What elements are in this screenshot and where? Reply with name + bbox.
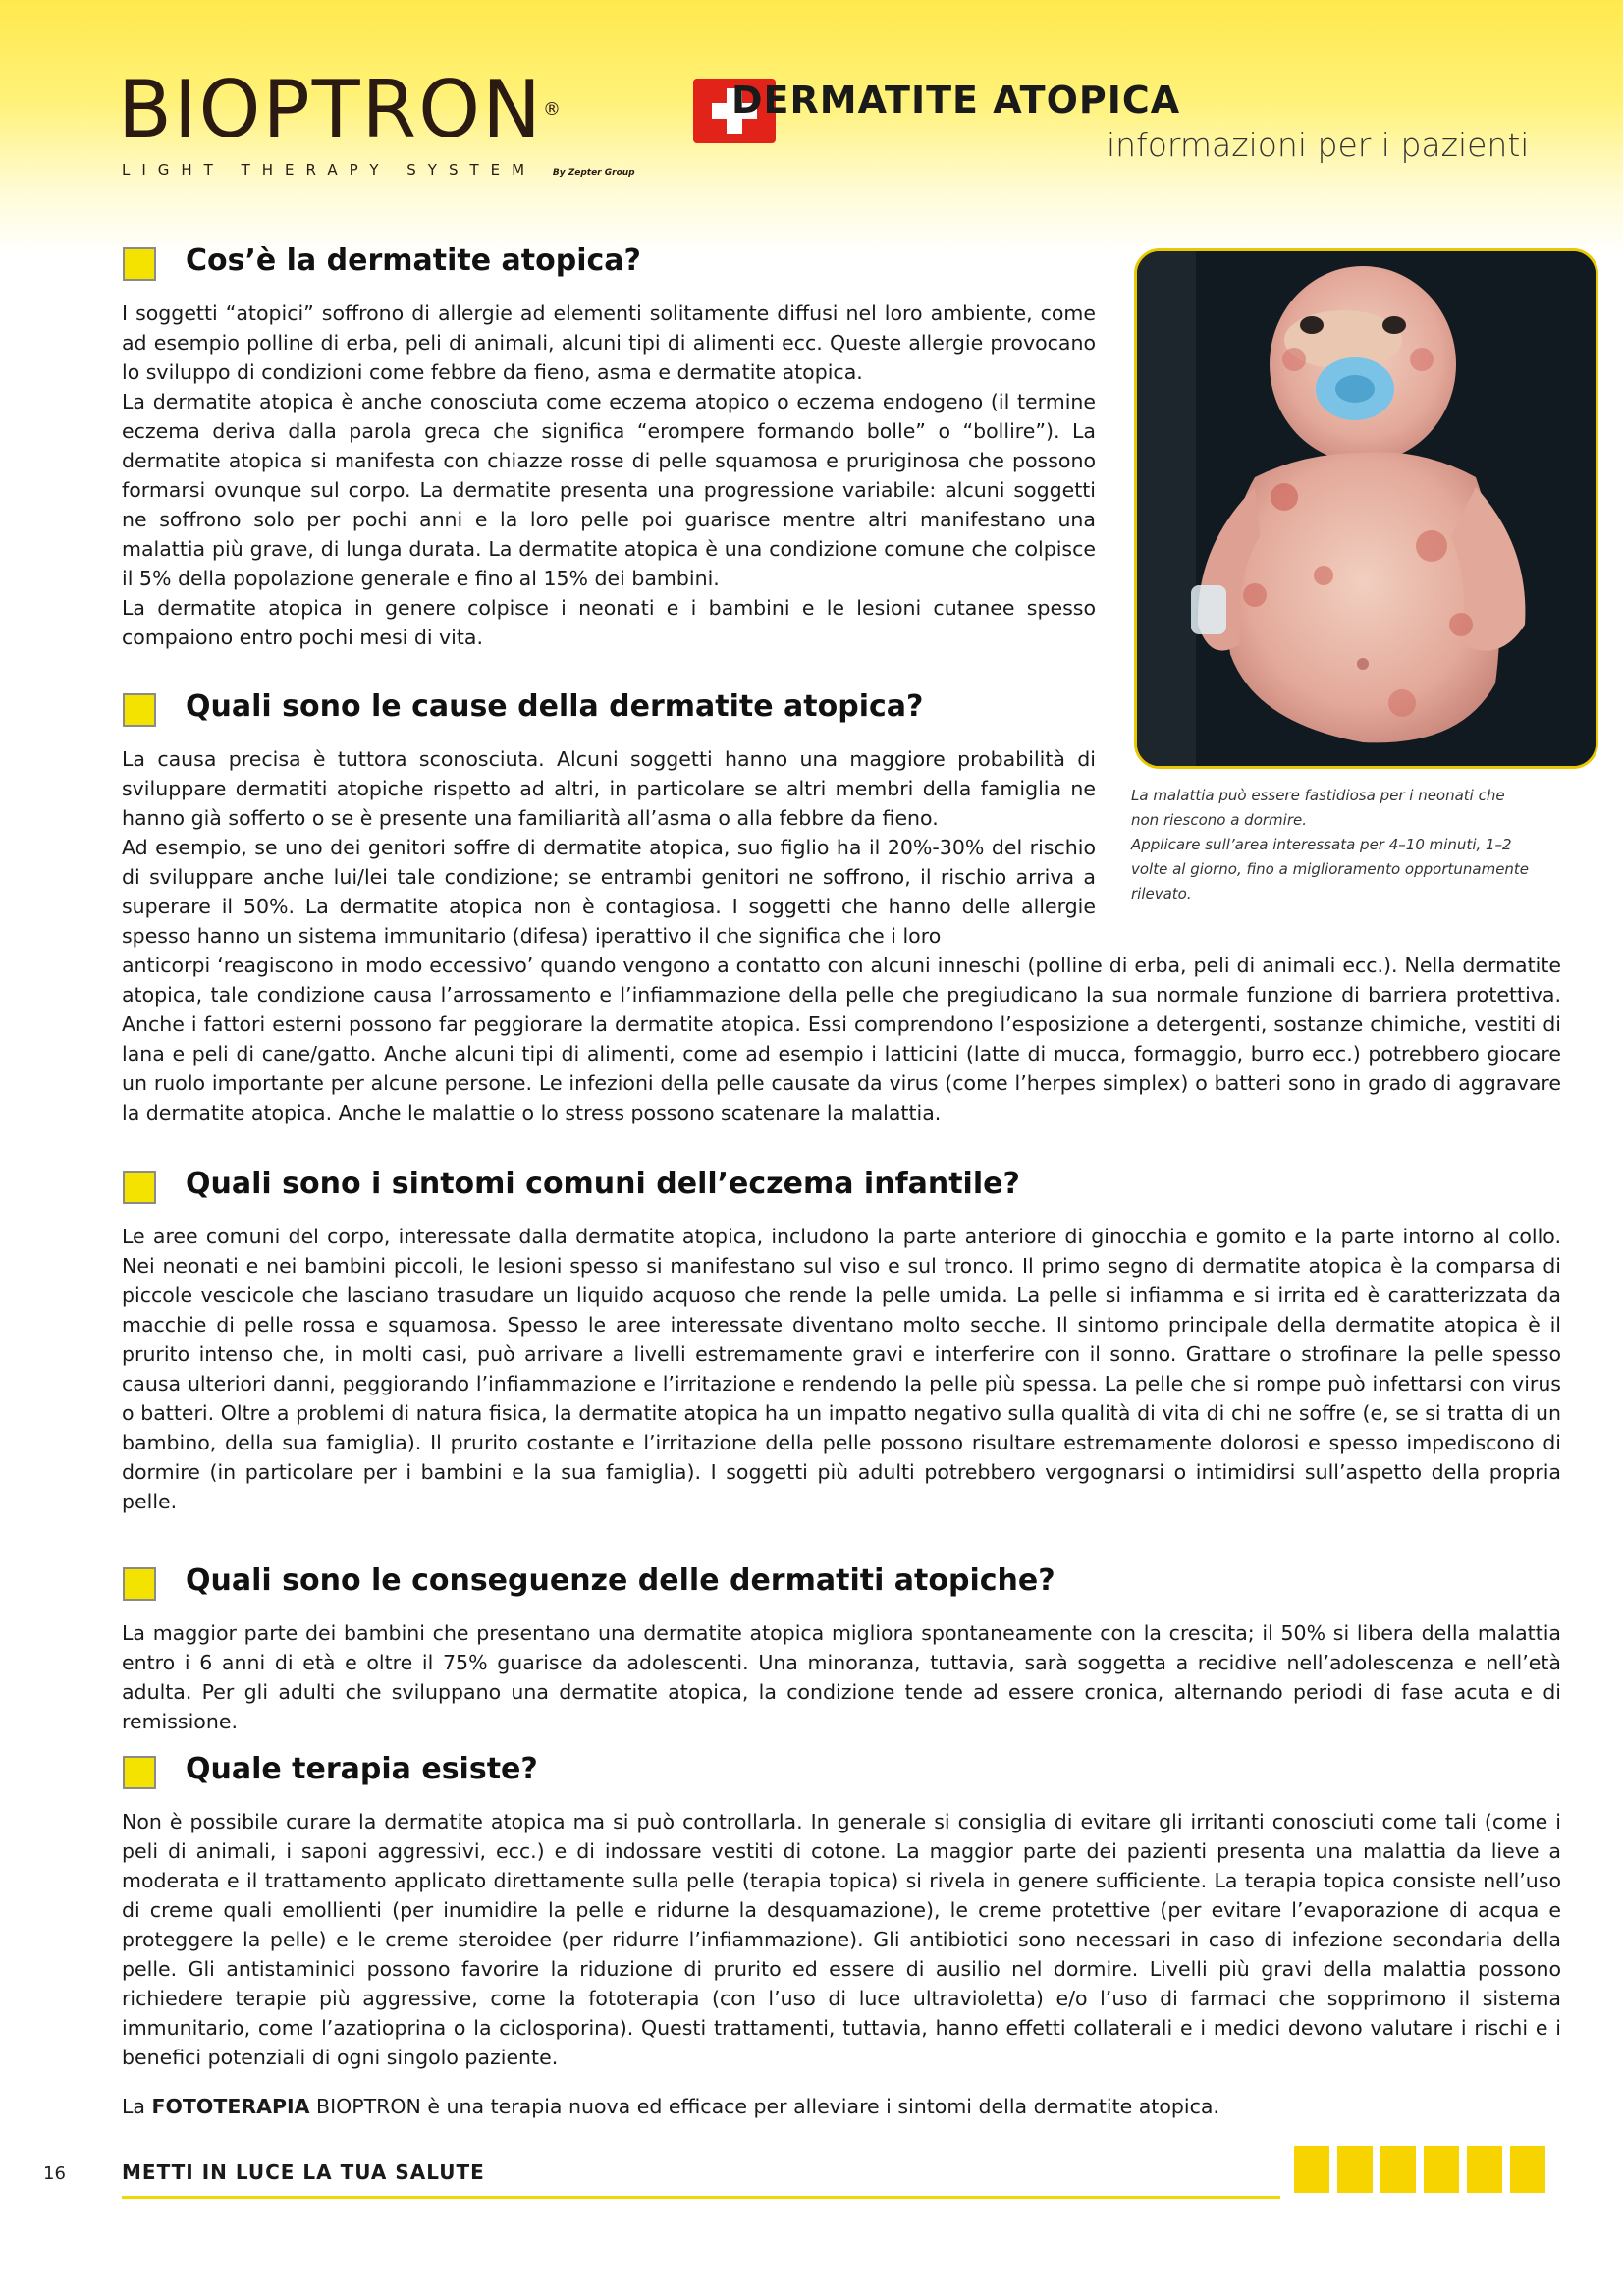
paragraph: anticorpi ‘reagiscono in modo eccessivo’ quando vengono a contatto con alcuni inneschi (polline di erba, peli di animali ecc.). Nella dermatite atopica, tale condizione causa l’arrossamento e l’infiammazione della pelle che pregiudicano la sua normale funzione di barriera protettiva. Anche i fattori esterni possono far peggiorare la dermatite atopica. Essi comprendono l’esposizione a detergenti, sostanze chimiche, vestiti di lana e peli di cane/gatto. Anche alcuni tipi di alimenti, come ad esempio i latticini (latte di mucca, formaggio, burro ecc.) potrebbero giocare un ruolo importante per alcune persone. Le infezioni della pelle causate da virus (come l’herpes simplex) o batteri sono in grado di aggravare la dermatite atopica. Anche le malattie o lo stress possono scatenare la malattia. bbox=[122, 954, 1561, 1124]
section-title: Quali sono le conseguenze delle dermatiti atopiche? bbox=[186, 1563, 1055, 1598]
caption-line-1: La malattia può essere fastidiosa per i neonati che non riescono a dormire. bbox=[1131, 787, 1505, 829]
footer-decoration bbox=[1294, 2146, 1553, 2197]
yellow-square-icon bbox=[123, 1567, 156, 1601]
logo-tagline: LIGHT THERAPY SYSTEM bbox=[122, 161, 537, 179]
baby-photo-illustration bbox=[1137, 251, 1596, 766]
footer-block bbox=[1380, 2146, 1416, 2193]
page-number: 16 bbox=[43, 2163, 66, 2184]
closing-bold: FOTOTERAPIA bbox=[151, 2095, 310, 2118]
footer-title: METTI IN LUCE LA TUA SALUTE bbox=[122, 2160, 485, 2184]
footer-block bbox=[1467, 2146, 1502, 2193]
yellow-square-icon bbox=[123, 247, 156, 281]
yellow-square-icon bbox=[123, 1756, 156, 1789]
paragraph: La dermatite atopica in genere colpisce i neonati e i bambini e le lesioni cutanee spesso compaiono entro pochi mesi di vita. bbox=[122, 596, 1096, 649]
baby-eczema-photo bbox=[1134, 248, 1598, 769]
footer-block bbox=[1510, 2146, 1545, 2193]
yellow-square-icon bbox=[123, 1171, 156, 1204]
paragraph: Ad esempio, se uno dei genitori soffre di dermatite atopica, suo figlio ha il 20%-30% del rischio di sviluppare anche lui/lei tale condizione; se entrambi genitori ne soffrono, il rischio arriva a superare il 50%. La dermatite atopica non è contagiosa. I soggetti che hanno delle allergie spesso hanno un sistema immunitario (difesa) iperattivo il che significa che i loro bbox=[122, 836, 1096, 948]
logo-group: By Zepter Group bbox=[552, 168, 635, 178]
paragraph: La maggior parte dei bambini che presentano una dermatite atopica migliora spontaneamente con la crescita; il 50% si libera della malattia entro i 6 anni di età e oltre il 75% guarisce da adolescenti. Una minoranza, tuttavia, sarà soggetta a recidive nell’adolescenza e nell’età adulta. Per gli adulti che sviluppano una dermatite atopica, la condizione tende ad essere cronica, alternando periodi di fase acuta e di remissione. bbox=[122, 1621, 1561, 1733]
closing-prefix: La bbox=[122, 2095, 152, 2118]
paragraph: Le aree comuni del corpo, interessate dalla dermatite atopica, includono la parte anteriore di ginocchia e gomito e la parte intorno al collo. Nei neonati e nei bambini piccoli, le lesioni spesso si manifestano sul viso e sul tronco. Il primo segno di dermatite atopica è la comparsa di piccole vescicole che lasciano trasudare un liquido acquoso che rende la pelle umida. La pelle si infiamma e si irrita ed è caratterizzata da macchie di pelle rossa e squamosa. Spesso le aree interessate diventano molto secche. Il sintomo principale della dermatite atopica è il prurito intenso che, in molti casi, può arrivare a livelli estremamente gravi e interferire con il sonno. Grattare o strofinare la pelle spesso causa ulteriori danni, peggiorando l’infiammazione e l’irritazione e rendendo la pelle più spessa. La pelle che si rompe può infettarsi con virus o batteri. Oltre a problemi di natura fisica, la dermatite atopica ha un impatto negativo sulla qualità di vita di chi ne soffre (e, se si tratta di un bambino, della sua famiglia). Il prurito costante e l’irritazione della pelle possono risultare estremamente dolorosi e spesso impediscono di dormire (in particolare per i bambini e la sua famiglia). I soggetti più adulti potrebbero vergognarsi o intimidirsi sull’aspetto della propria pelle. bbox=[122, 1225, 1561, 1513]
footer-divider bbox=[122, 2196, 1280, 2199]
page-subtitle: informazioni per i pazienti bbox=[1107, 126, 1530, 164]
closing-statement bbox=[122, 2092, 1561, 2121]
footer-block bbox=[1424, 2146, 1459, 2193]
section-title: Cos’è la dermatite atopica? bbox=[186, 244, 641, 278]
page-title: DERMATITE ATOPICA bbox=[731, 79, 1181, 122]
bioptron-logo bbox=[118, 64, 668, 189]
section-title: Quale terapia esiste? bbox=[186, 1752, 538, 1786]
section-title: Quali sono le cause della dermatite atopica? bbox=[186, 689, 924, 724]
paragraph: La dermatite atopica è anche conosciuta come eczema atopico o eczema endogeno (il termine eczema deriva dalla parola greca che significa “erompere formando bolle” o “bollire”). La dermatite atopica si manifesta con chiazze rosse di pelle squamosa e pruriginosa che possono formarsi ovunque sul corpo. La dermatite presenta una progressione variabile: alcuni soggetti ne soffrono solo per pochi anni e la loro pelle poi guarisce mentre altri manifestano una malattia più grave, di lunga durata. La dermatite atopica è una condizione comune che colpisce il 5% della popolazione generale e fino al 15% dei bambini. bbox=[122, 390, 1096, 590]
photo-caption bbox=[1131, 784, 1534, 906]
section-title: Quali sono i sintomi comuni dell’eczema infantile? bbox=[186, 1167, 1020, 1201]
footer-block bbox=[1337, 2146, 1373, 2193]
caption-line-2: Applicare sull’area interessata per 4–10 minuti, 1–2 volte al giorno, fino a miglioramento opportunamente rilevato. bbox=[1131, 836, 1530, 902]
closing-suffix: BIOPTRON è una terapia nuova ed efficace per alleviare i sintomi della dermatite atopica. bbox=[309, 2095, 1219, 2118]
footer-block bbox=[1294, 2146, 1329, 2193]
paragraph: I soggetti “atopici” soffrono di allergie ad elementi solitamente diffusi nel loro ambiente, come ad esempio polline di erba, peli di animali, alcuni tipi di alimenti ecc. Queste allergie provocano lo sviluppo di condizioni come febbre da fieno, asma e dermatite atopica. bbox=[122, 301, 1096, 384]
paragraph: La causa precisa è tuttora sconosciuta. Alcuni soggetti hanno una maggiore probabilità di sviluppare dermatiti atopiche rispetto ad altri, in particolare se altri membri della famiglia ne hanno già sofferto o se è presente una familiarità all’asma o alla febbre da fieno. bbox=[122, 747, 1096, 830]
yellow-square-icon bbox=[123, 693, 156, 727]
logo-wordmark: BIOPTRON bbox=[118, 64, 543, 155]
paragraph: Non è possibile curare la dermatite atopica ma si può controllarla. In generale si consiglia di evitare gli irritanti conosciuti come tali (come i peli di animali, i saponi aggressivi, ecc.) e di indossare vestiti di cotone. La maggior parte dei pazienti presenta una malattia da lieve a moderata e il trattamento applicato direttamente sulla pelle (terapia topica) si rivela in genere sufficiente. La terapia topica consiste nell’uso di creme quali emollienti (per inumidire la pelle e ridurne la desquamazione), le creme protettive (per evitare l’evaporazione di acqua e proteggere la pelle) e le creme steroidee (per ridurre l’infiammazione). Gli antibiotici sono necessari in caso di infezione secondaria della pelle. Gli antistaminici possono favorire la riduzione di prurito ed essere di ausilio nel dormire. Livelli più gravi della malattia possono richiedere terapie più aggressive, come la fototerapia (con l’uso di luce ultravioletta) e/o l’uso di farmaci che sopprimono il sistema immunitario, come l’azatioprina o la ciclosporina). Questi trattamenti, tuttavia, hanno effetti collaterali e i medici devono valutare i rischi e i benefici potenziali di ogni singolo paziente. bbox=[122, 1810, 1561, 2069]
registered-mark: ® bbox=[542, 99, 563, 120]
